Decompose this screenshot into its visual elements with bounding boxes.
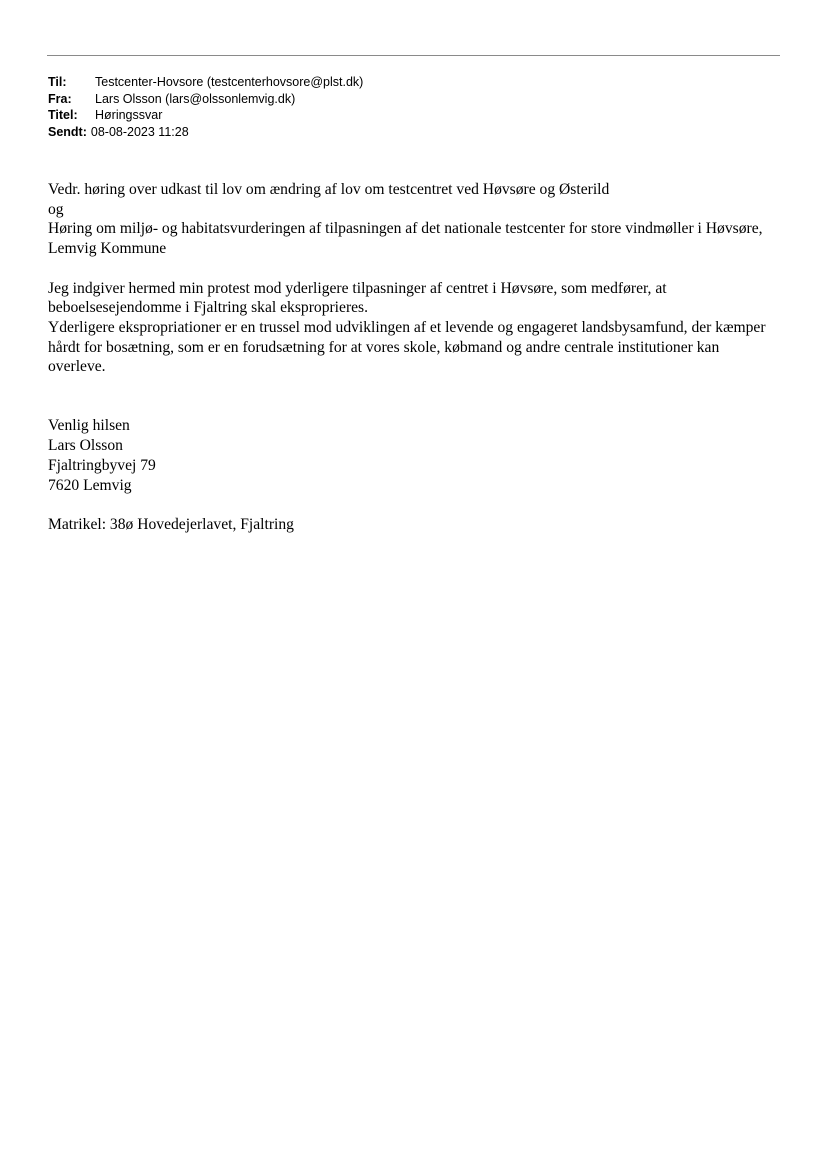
to-value: Testcenter-Hovsore (testcenterhovsore@plst.dk) (95, 75, 364, 89)
protest-paragraph: Jeg indgiver hermed min protest mod yderligere tilpasninger af centret i Høvsøre, som medfører, at beboelsesejendomme i Fjaltring skal eksproprieres. (48, 279, 667, 317)
email-header (48, 74, 363, 140)
subject-value: Høringssvar (95, 108, 163, 122)
matrikel: Matrikel: 38ø Hovedejerlavet, Fjaltring (48, 515, 294, 533)
sent-value: 08-08-2023 11:28 (90, 124, 189, 139)
re-line-1: Vedr. høring over udkast til lov om ændring af lov om testcentret ved Høvsøre og Østerild (48, 181, 610, 198)
closing: Venlig hilsen (48, 417, 130, 435)
sender-name: Lars Olsson (48, 437, 123, 455)
re-line-2: og (48, 200, 64, 218)
sender-street: Fjaltringbyvej 79 (48, 456, 156, 474)
sent-row (48, 124, 363, 141)
header-divider (47, 55, 780, 56)
email-body (48, 180, 768, 535)
to-row (48, 74, 363, 91)
from-value: Lars Olsson (lars@olssonlemvig.dk) (95, 91, 296, 106)
threat-paragraph: Yderligere ekspropriationer er en trussel mod udviklingen af et levende og engageret landsbysamfund, der kæmper hårdt for bosætning, som er en forudsætning for at vores skole, købmand og andre centrale institutioner kan overleve. (48, 318, 766, 376)
re-line-3: Høring om miljø- og habitatsvurderingen af tilpasningen af det nationale testcenter for store vindmøller i Høvsøre, Lemvig Kommune (48, 220, 763, 258)
subject-label: Titel: (48, 108, 78, 122)
from-row (48, 91, 363, 108)
sent-label: Sendt: (48, 124, 87, 139)
subject-row (48, 107, 363, 124)
from-label: Fra: (48, 91, 72, 106)
sender-city: 7620 Lemvig (48, 476, 132, 494)
to-label: Til: (48, 75, 67, 89)
